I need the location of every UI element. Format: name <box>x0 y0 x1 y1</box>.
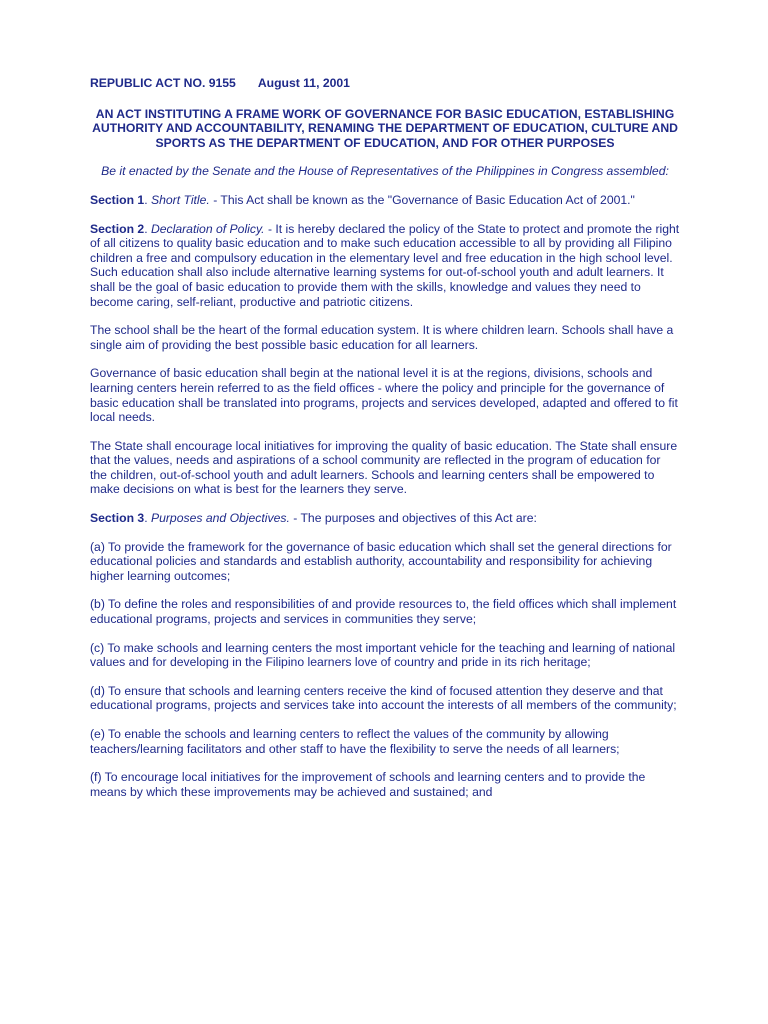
section-3-item: (b) To define the roles and responsibilities of and provide resources to, the field offices which shall implement educational programs, projects and services in communities they serve; <box>90 597 677 627</box>
section-3: Section 3. Purposes and Objectives. - The purposes and objectives of this Act are: <box>90 511 537 526</box>
section-3-item: (f) To encourage local initiatives for the improvement of schools and learning centers and to provide the means by which these improvements may be achieved and sustained; and <box>90 770 646 799</box>
act-title: AN ACT INSTITUTING A FRAME WORK OF GOVERNANCE FOR BASIC EDUCATION, ESTABLISHING AUTHORITY AND ACCOUNTABILITY, RENAMING THE DEPARTMENT OF EDUCATION, CULTURE AND SPORTS AS THE DEPARTMENT OF EDUCATION, AND FOR OTHER PURPOSES <box>92 106 678 150</box>
section-3-item: (e) To enable the schools and learning centers to reflect the values of the community by allowing teachers/learning facilitators and other staff to have the flexibility to serve the needs of all learners; <box>90 727 620 756</box>
section-3-text: - The purposes and objectives of this Act are: <box>293 511 537 526</box>
section-2: Section 2. Declaration of Policy. - It is hereby declared the policy of the State to protect and promote the right of all citizens to quality basic education and to make such education accessible to all by providing all Filipino children a free and compulsory education in the elementary level and free education in the high school level. Such education shall also include alternative learning systems for out-of-school youth and adult learners. It shall be the goal of basic education to provide them with the skills, knowledge and values they need to become caring, self-reliant, productive and patriotic citizens. <box>90 221 680 309</box>
section-2-label: Section 2 <box>90 221 145 236</box>
act-date: August 11, 2001 <box>257 76 350 90</box>
section-1-title: Short Title. <box>150 192 210 207</box>
enacting-clause: Be it enacted by the Senate and the House of Representatives of the Philippines in Congress assembled: <box>101 164 669 179</box>
section-2-text: - It is hereby declared the policy of the State to protect and promote the right of all citizens to quality basic education and to make such education accessible to all by providing all Filipino children a free and compulsory education in the elementary level and free education in the high school level. Such education shall also include alternative learning systems for out-of-school youth and adult learners. It shall be the goal of basic education to provide them with the skills, knowledge and values they need to become caring, self-reliant, productive and patriotic citizens. <box>90 221 680 309</box>
act-header <box>90 76 680 91</box>
section-3-item: (a) To provide the framework for the governance of basic education which shall set the general directions for educational policies and standards and establish authority, accountability and responsibility for achieving higher learning outcomes; <box>90 539 672 583</box>
section-3-title: Purposes and Objectives. <box>150 511 290 526</box>
document-page <box>90 76 680 813</box>
section-2-paragraph: Governance of basic education shall begin at the national level it is at the regions, divisions, schools and learning centers herein referred to as the field offices - where the policy and principle for the governance of basic education shall be translated into programs, projects and services developed, adapted and offered to fit local needs. <box>90 366 678 425</box>
section-3-label: Section 3 <box>90 511 145 526</box>
section-1-label: Section 1 <box>90 192 145 207</box>
section-1: Section 1. Short Title. - This Act shall be known as the "Governance of Basic Education Act of 2001." <box>90 192 635 207</box>
act-number: REPUBLIC ACT NO. 9155 <box>90 76 236 90</box>
section-2-paragraph: The State shall encourage local initiatives for improving the quality of basic education. The State shall ensure that the values, needs and aspirations of a school community are reflected in the program of education for the children, out-of-school youth and adult learners. Schools and learning centers shall be empowered to make decisions on what is best for the learners they serve. <box>90 438 678 497</box>
section-3-item: (c) To make schools and learning centers the most important vehicle for the teaching and learning of national values and for developing in the Filipino learners love of country and pride in its rich heritage; <box>90 640 676 670</box>
section-1-text: - This Act shall be known as the "Governance of Basic Education Act of 2001." <box>213 192 635 207</box>
section-2-title: Declaration of Policy. <box>150 221 265 236</box>
section-2-paragraph: The school shall be the heart of the formal education system. It is where children learn. Schools shall have a single aim of providing the best possible basic education for all learners. <box>90 323 674 352</box>
section-3-item: (d) To ensure that schools and learning centers receive the kind of focused attention they deserve and that educational programs, projects and services take into account the interests of all members of the community; <box>90 683 677 713</box>
